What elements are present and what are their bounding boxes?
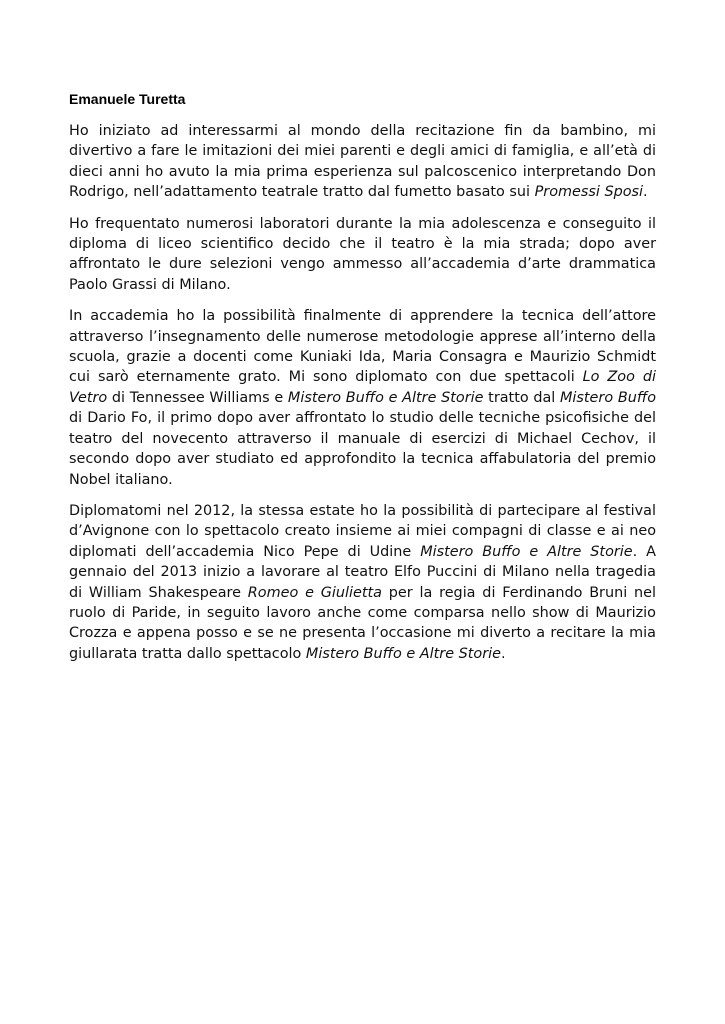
text-run: Ho iniziato ad interessarmi al mondo della recitazione fin da bambino, mi divertivo a fare le imitazioni dei miei parenti e degli amici di famiglia, e all’età di dieci anni ho avuto la mia prima esperienza sul palcoscenico interpretando Don Rodrigo, nell’adattamento teatrale tratto dal fumetto basato sui: [69, 123, 656, 201]
italic-title: Lo Zoo di Vetro: [69, 369, 656, 406]
paragraph: [69, 121, 656, 203]
document-title: Emanuele Turetta: [69, 91, 186, 107]
italic-title: Mistero Buffo e Altre Storie: [420, 543, 633, 560]
text-run: Diplomatomi nel 2012, la stessa estate ho la possibilità di partecipare al festival d’Avignone con lo spettacolo creato insieme ai miei compagni di classe e ai neo diplomati dell’accademia Nico Pepe di Udine: [69, 502, 656, 560]
paragraph: [69, 306, 656, 490]
text-run: .: [643, 184, 648, 201]
text-run: Ho frequentato numerosi laboratori durante la mia adolescenza e conseguito il diploma di liceo scientifico decido che il teatro è la mia strada; dopo aver affrontato le dure selezioni vengo ammesso all’accademia d’arte drammatica Paolo Grassi di Milano.: [69, 215, 656, 293]
italic-title: Mistero Buffo e Altre Storie: [305, 645, 501, 662]
text-run: In accademia ho la possibilità finalmente di apprendere la tecnica dell’attore attraverso l’insegnamento delle numerose metodologie apprese all’interno della scuola, grazie a docenti come Kuniaki Ida, Maria Consagra e Maurizio Schmidt cui sarò eternamente grato. Mi sono diplomato con due spettacoli: [69, 308, 656, 386]
paragraph: [69, 501, 656, 664]
text-run: di Dario Fo, il primo dopo aver affrontato lo studio delle tecniche psicofisiche del teatro del novecento attraverso il manuale di esercizi di Michael Cechov, il secondo dopo aver studiato ed approfondito la tecnica affabulatoria del premio Nobel italiano.: [69, 410, 656, 488]
text-run: per la regia di Ferdinando Bruni nel ruolo di Paride, in seguito lavoro anche come comparsa nello show di Maurizio Crozza e appena posso e se ne presenta l’occasione mi diverto a recitare la mia giullarata tratta dallo spettacolo: [69, 584, 656, 662]
italic-title: Promessi Sposi: [534, 184, 644, 201]
paragraph: [69, 214, 656, 296]
italic-title: Mistero Buffo e Altre Storie: [287, 389, 484, 406]
text-run: tratto dal: [483, 389, 560, 406]
text-run: . A gennaio del 2013 inizio a lavorare al teatro Elfo Puccini di Milano nella tragedia di William Shakespeare: [69, 543, 656, 601]
italic-title: Mistero Buffo: [560, 389, 657, 406]
text-run: di Tennessee Williams e: [107, 389, 288, 406]
text-run: .: [500, 645, 506, 662]
document-body: [69, 121, 656, 675]
italic-title: Romeo e Giulietta: [247, 584, 382, 601]
